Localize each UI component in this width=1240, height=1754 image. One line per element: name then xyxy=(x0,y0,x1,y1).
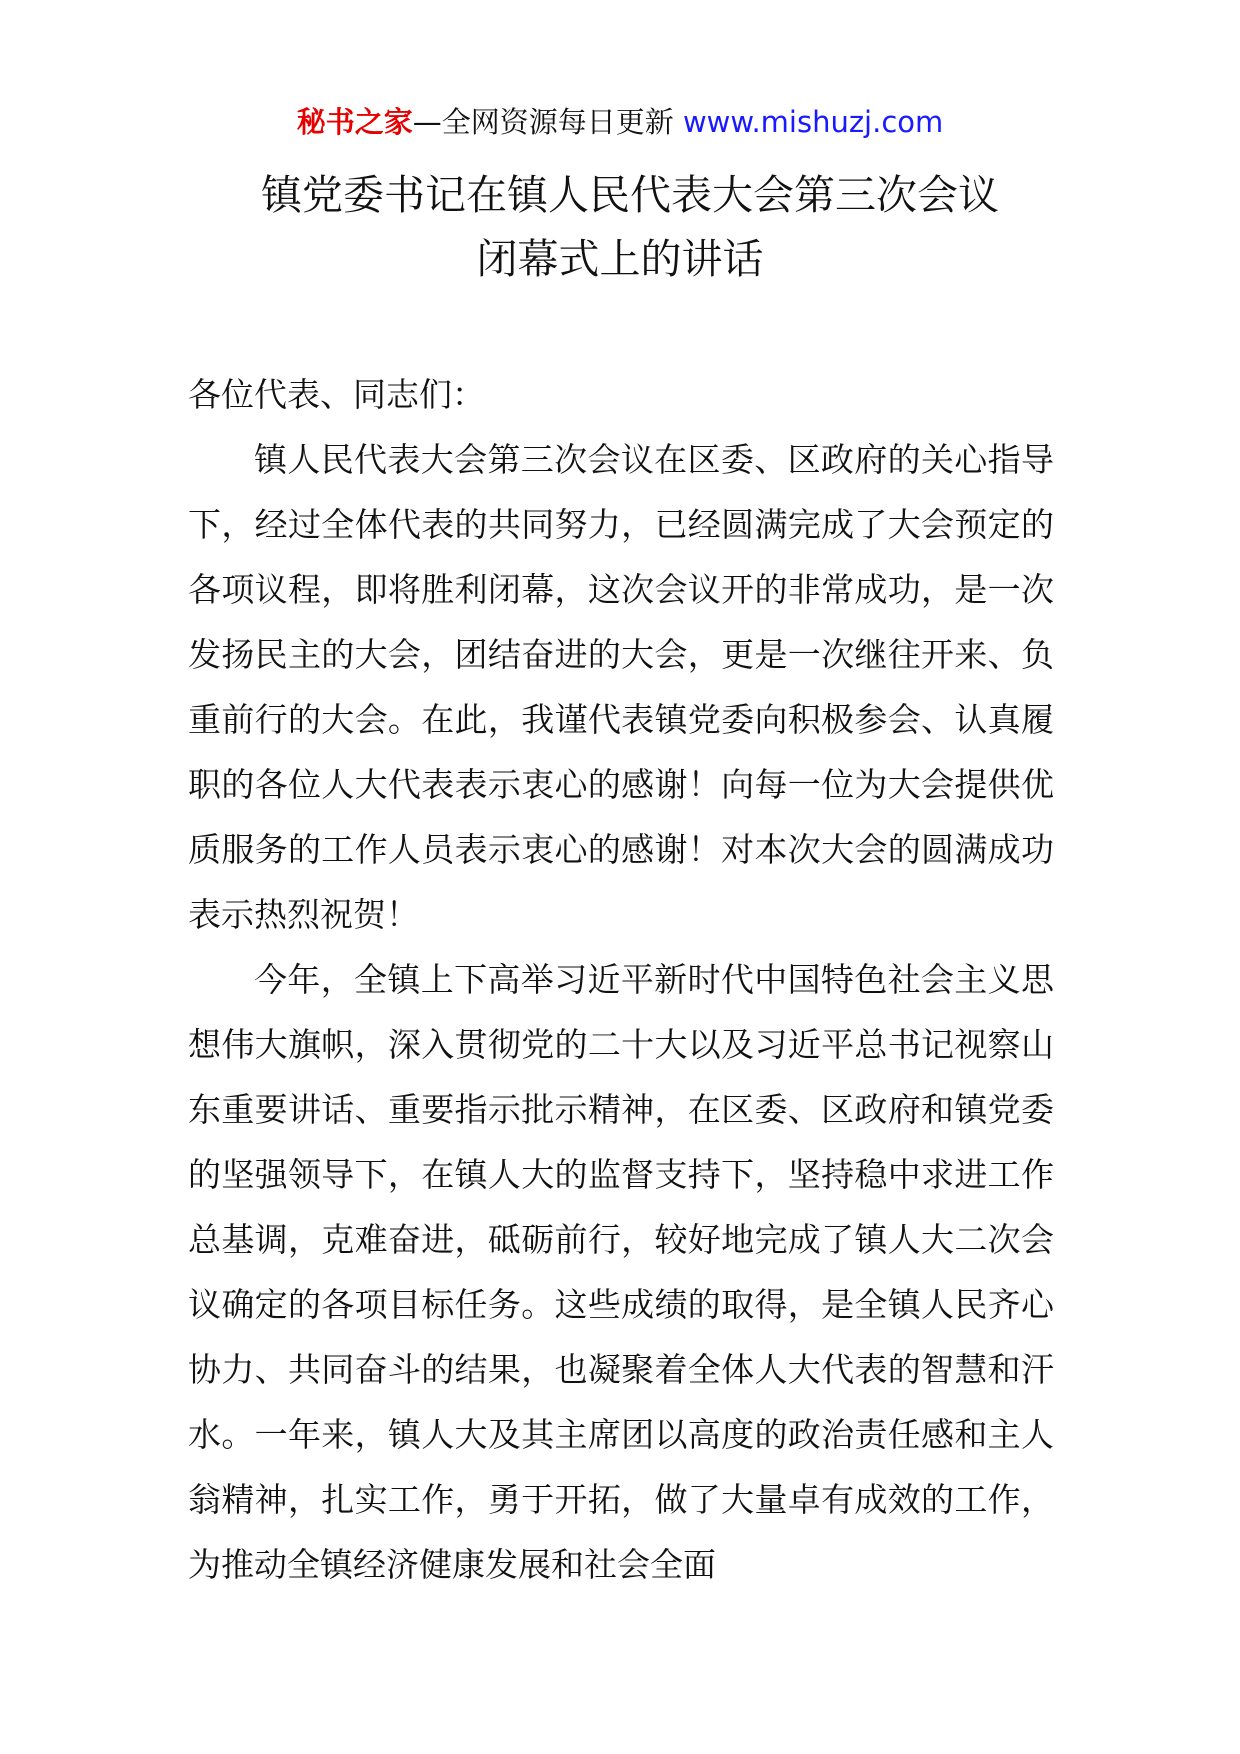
site-header xyxy=(0,100,1240,144)
brand-name: 秘书之家 xyxy=(296,105,413,139)
paragraph-2: 今年，全镇上下高举习近平新时代中国特色社会主义思想伟大旗帜，深入贯彻党的二十大以及习近平总书记视察山东重要讲话、重要指示批示精神，在区委、区政府和镇党委的坚强领导下，在镇人大的监督支持下，坚持稳中求进工作总基调，克难奋进，砥砺前行，较好地完成了镇人大二次会议确定的各项目标任务。这些成绩的取得，是全镇人民齐心协力、共同奋斗的结果，也凝聚着全体人大代表的智慧和汗水。一年来，镇人大及其主席团以高度的政治责任感和主人翁精神，扎实工作，勇于开拓，做了大量卓有成效的工作，为推动全镇经济健康发展和社会全面 xyxy=(188,960,1054,1584)
paragraph-1: 镇人民代表大会第三次会议在区委、区政府的关心指导下，经过全体代表的共同努力，已经圆满完成了大会预定的各项议程，即将胜利闭幕，这次会议开的非常成功，是一次发扬民主的大会，团结奋进的大会，更是一次继往开来、负重前行的大会。在此，我谨代表镇党委向积极参会、认真履职的各位人大代表表示衷心的感谢！向每一位为大会提供优质服务的工作人员表示衷心的感谢！对本次大会的圆满成功表示热烈祝贺！ xyxy=(188,440,1054,934)
document-title-line-2: 闭幕式上的讲话 xyxy=(476,235,764,283)
site-url-link[interactable]: www.mishuzj.com xyxy=(682,105,944,139)
document-title-line-1: 镇党委书记在镇人民代表大会第三次会议 xyxy=(261,171,999,219)
document-body xyxy=(188,362,1054,1597)
salutation: 各位代表、同志们： xyxy=(188,375,485,414)
header-tagline: —全网资源每日更新 xyxy=(412,105,683,139)
